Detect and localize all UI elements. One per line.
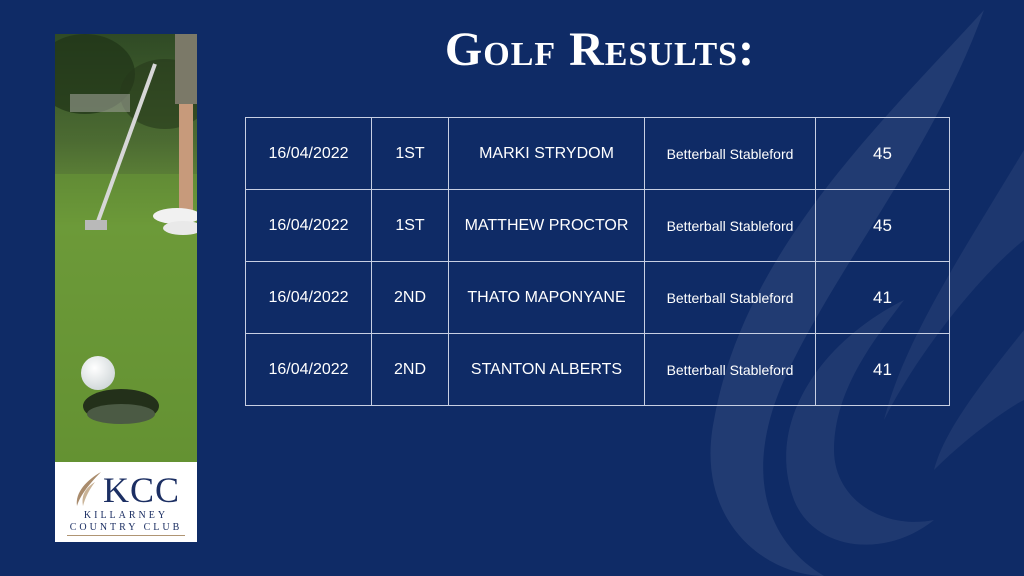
table-row bbox=[246, 334, 950, 406]
position-cell: 2ND bbox=[372, 262, 449, 334]
table-row bbox=[246, 262, 950, 334]
table-row bbox=[246, 118, 950, 190]
player-name-cell: MATTHEW PROCTOR bbox=[449, 190, 645, 262]
position-cell: 1ST bbox=[372, 190, 449, 262]
page-title: Golf Results: bbox=[444, 23, 756, 76]
score-cell: 45 bbox=[816, 190, 950, 262]
player-name-cell: MARKI STRYDOM bbox=[449, 118, 645, 190]
golf-putting-photo bbox=[55, 34, 197, 462]
player-name-cell: THATO MAPONYANE bbox=[449, 262, 645, 334]
results-table bbox=[245, 117, 950, 406]
feather-swirl-icon bbox=[65, 470, 107, 510]
logo-line-country-club: COUNTRY CLUB bbox=[69, 522, 183, 533]
logo-initials: KCC bbox=[103, 470, 181, 510]
date-cell: 16/04/2022 bbox=[246, 118, 372, 190]
event-cell: Betterball Stableford bbox=[645, 334, 816, 406]
table-row bbox=[246, 190, 950, 262]
score-cell: 41 bbox=[816, 262, 950, 334]
position-cell: 2ND bbox=[372, 334, 449, 406]
date-cell: 16/04/2022 bbox=[246, 190, 372, 262]
logo-divider bbox=[67, 535, 185, 536]
event-cell: Betterball Stableford bbox=[645, 118, 816, 190]
logo-line-killarney: KILLARNEY bbox=[83, 510, 169, 521]
event-cell: Betterball Stableford bbox=[645, 262, 816, 334]
kcc-logo bbox=[55, 462, 197, 542]
date-cell: 16/04/2022 bbox=[246, 262, 372, 334]
score-cell: 41 bbox=[816, 334, 950, 406]
date-cell: 16/04/2022 bbox=[246, 334, 372, 406]
position-cell: 1ST bbox=[372, 118, 449, 190]
player-name-cell: STANTON ALBERTS bbox=[449, 334, 645, 406]
event-cell: Betterball Stableford bbox=[645, 190, 816, 262]
score-cell: 45 bbox=[816, 118, 950, 190]
